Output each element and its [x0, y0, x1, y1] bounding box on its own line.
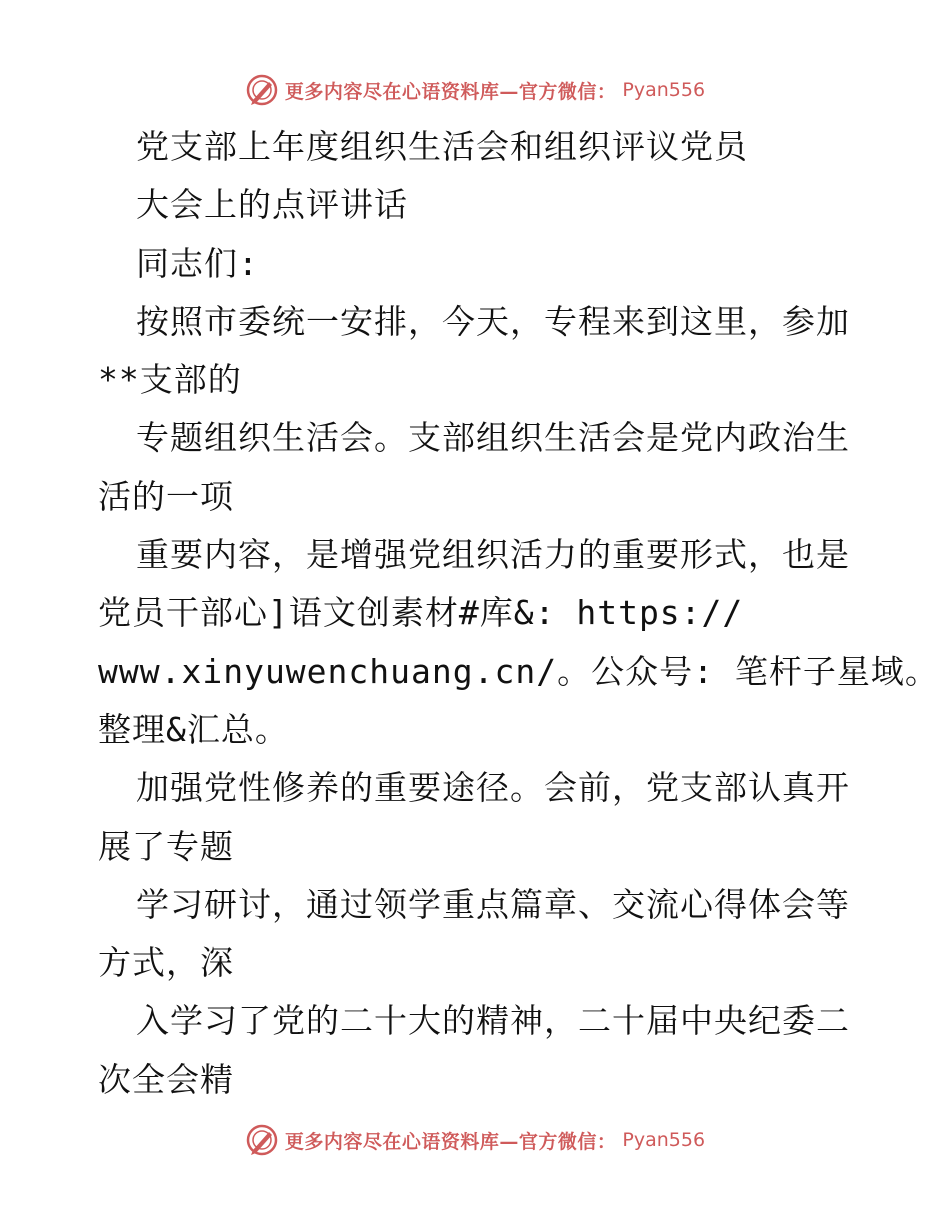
text-line: 学习研讨，通过领学重点篇章、交流心得体会等: [136, 884, 850, 924]
text-line: 活的一项: [98, 476, 234, 516]
text-line: 按照市委统一安排，今天，专程来到这里，参加: [136, 301, 850, 341]
banner-text: 更多内容尽在心语资料库—官方微信：: [284, 1130, 617, 1153]
text-line: 加强党性修养的重要途径。会前，党支部认真开: [136, 768, 850, 808]
header-watermark-banner: [0, 70, 950, 110]
text-line: 党支部上年度组织生活会和组织评议党员: [136, 127, 748, 166]
banner-contact: Pyan556: [622, 79, 706, 101]
banner-text: 更多内容尽在心语资料库—官方微信：: [284, 80, 617, 103]
text-line: **支部的: [98, 360, 242, 400]
document-body: [98, 118, 939, 1109]
text-line: www.xinyuwenchuang.cn/。公众号: 笔杆子星域。: [98, 651, 939, 691]
text-line: 同志们:: [136, 243, 259, 283]
text-line: 方式，深: [98, 943, 234, 983]
footer-watermark-banner: [0, 1120, 950, 1160]
text-line: 次全会精: [98, 1059, 234, 1099]
text-line: 展了专题: [98, 826, 234, 866]
pen-logo-icon: [245, 1123, 279, 1157]
text-line: 专题组织生活会。支部组织生活会是党内政治生: [136, 418, 850, 458]
text-line: 重要内容，是增强党组织活力的重要形式，也是: [136, 535, 850, 575]
pen-logo-icon: [245, 73, 279, 107]
banner-contact: Pyan556: [622, 1129, 706, 1151]
text-line: 整理&汇总。: [98, 709, 289, 749]
text-line: 入学习了党的二十大的精神，二十届中央纪委二: [136, 1001, 850, 1041]
text-line: 党员干部心]语文创素材#库&: https://: [98, 593, 744, 633]
text-line: 大会上的点评讲话: [136, 185, 408, 225]
